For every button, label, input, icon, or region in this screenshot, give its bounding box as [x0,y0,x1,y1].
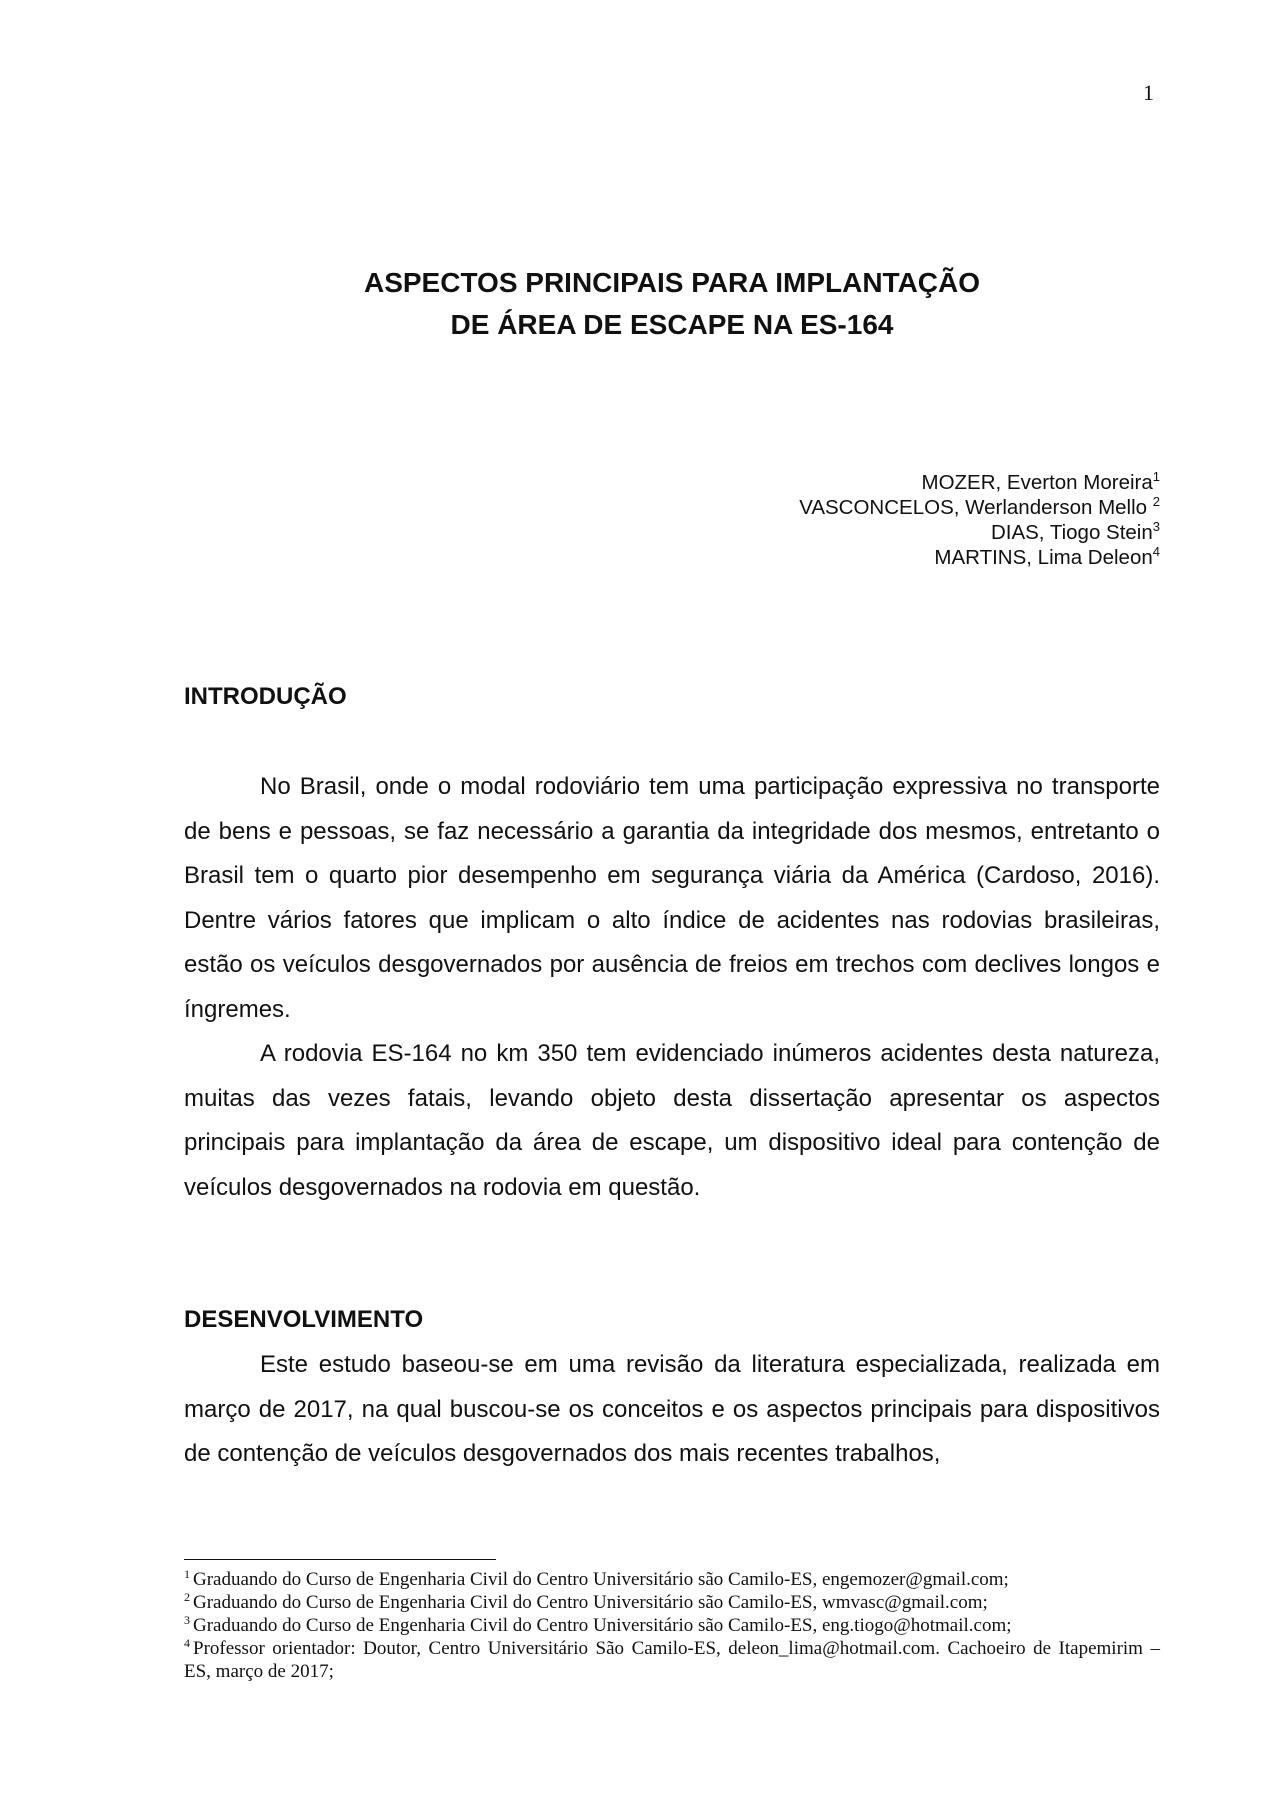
author-ref: 4 [1152,544,1160,559]
author-name: VASCONCELOS, Werlanderson Mello [799,496,1148,519]
author-2 [600,495,1160,520]
footnote-ref: 4 [184,1636,190,1650]
introduction-paragraph-2: A rodovia ES-164 no km 350 tem evidenciado inúmeros acidentes desta natureza, muitas das vezes fatais, levando objeto desta dissertação apresentar os aspectos principais para implantação da área de escape, um dispositivo ideal para contenção de veículos desgovernados na rodovia em questão. [184,1040,1160,1201]
development-heading: DESENVOLVIMENTO [184,1306,424,1333]
footnote-4 [184,1637,1160,1683]
development-body [184,1343,1160,1477]
footnote-text: Graduando do Curso de Engenharia Civil do Centro Universitário são Camilo-ES, wmvasc@gmail.com; [193,1592,988,1613]
footnote-2 [184,1591,1160,1614]
author-3 [600,520,1160,545]
author-ref: 2 [1152,494,1160,509]
introduction-body [184,765,1160,1210]
footnote-ref: 3 [184,1613,190,1627]
author-name: MARTINS, Lima Deleon [934,546,1153,569]
development-paragraph-1: Este estudo baseou-se em uma revisão da literatura especializada, realizada em março de 2017, na qual buscou-se os conceitos e os aspectos principais para dispositivos de contenção de veículos desgovernados dos mais recentes trabalhos, [184,1351,1160,1467]
footnote-1 [184,1568,1160,1591]
paper-title [184,262,1160,346]
footnotes [184,1568,1160,1683]
footnote-text: Professor orientador: Doutor, Centro Universitário São Camilo-ES, deleon_lima@hotmail.com. Cachoeiro de Itapemirim – ES, março de 2017; [184,1638,1160,1682]
footnote-text: Graduando do Curso de Engenharia Civil do Centro Universitário são Camilo-ES, eng.tiogo@hotmail.com; [193,1615,1012,1636]
author-ref: 3 [1152,519,1160,534]
author-4 [600,545,1160,570]
introduction-heading: INTRODUÇÃO [184,683,347,710]
author-name: DIAS, Tiogo Stein [990,521,1153,544]
author-1 [600,470,1160,495]
title-line-2: DE ÁREA DE ESCAPE NA ES-164 [450,309,894,340]
author-name: MOZER, Everton Moreira [921,471,1153,494]
footnote-text: Graduando do Curso de Engenharia Civil do Centro Universitário são Camilo-ES, engemozer@gmail.com; [193,1569,1009,1590]
footnote-ref: 1 [184,1567,190,1581]
page-number: 1 [1143,80,1154,105]
author-ref: 1 [1152,469,1160,484]
title-line-1: ASPECTOS PRINCIPAIS PARA IMPLANTAÇÃO [363,267,981,298]
introduction-paragraph-1: No Brasil, onde o modal rodoviário tem uma participação expressiva no transporte de bens e pessoas, se faz necessário a garantia da integridade dos mesmos, entretanto o Brasil tem o quarto pior desempenho em segurança viária da América (Cardoso, 2016). Dentre vários fatores que implicam o alto índice de acidentes nas rodovias brasileiras, estão os veículos desgovernados por ausência de freios em trechos com declives longos e íngremes. [184,773,1160,1023]
footnote-3 [184,1614,1160,1637]
footnote-ref: 2 [184,1590,190,1604]
author-list [600,470,1160,570]
footnote-separator [184,1559,496,1560]
